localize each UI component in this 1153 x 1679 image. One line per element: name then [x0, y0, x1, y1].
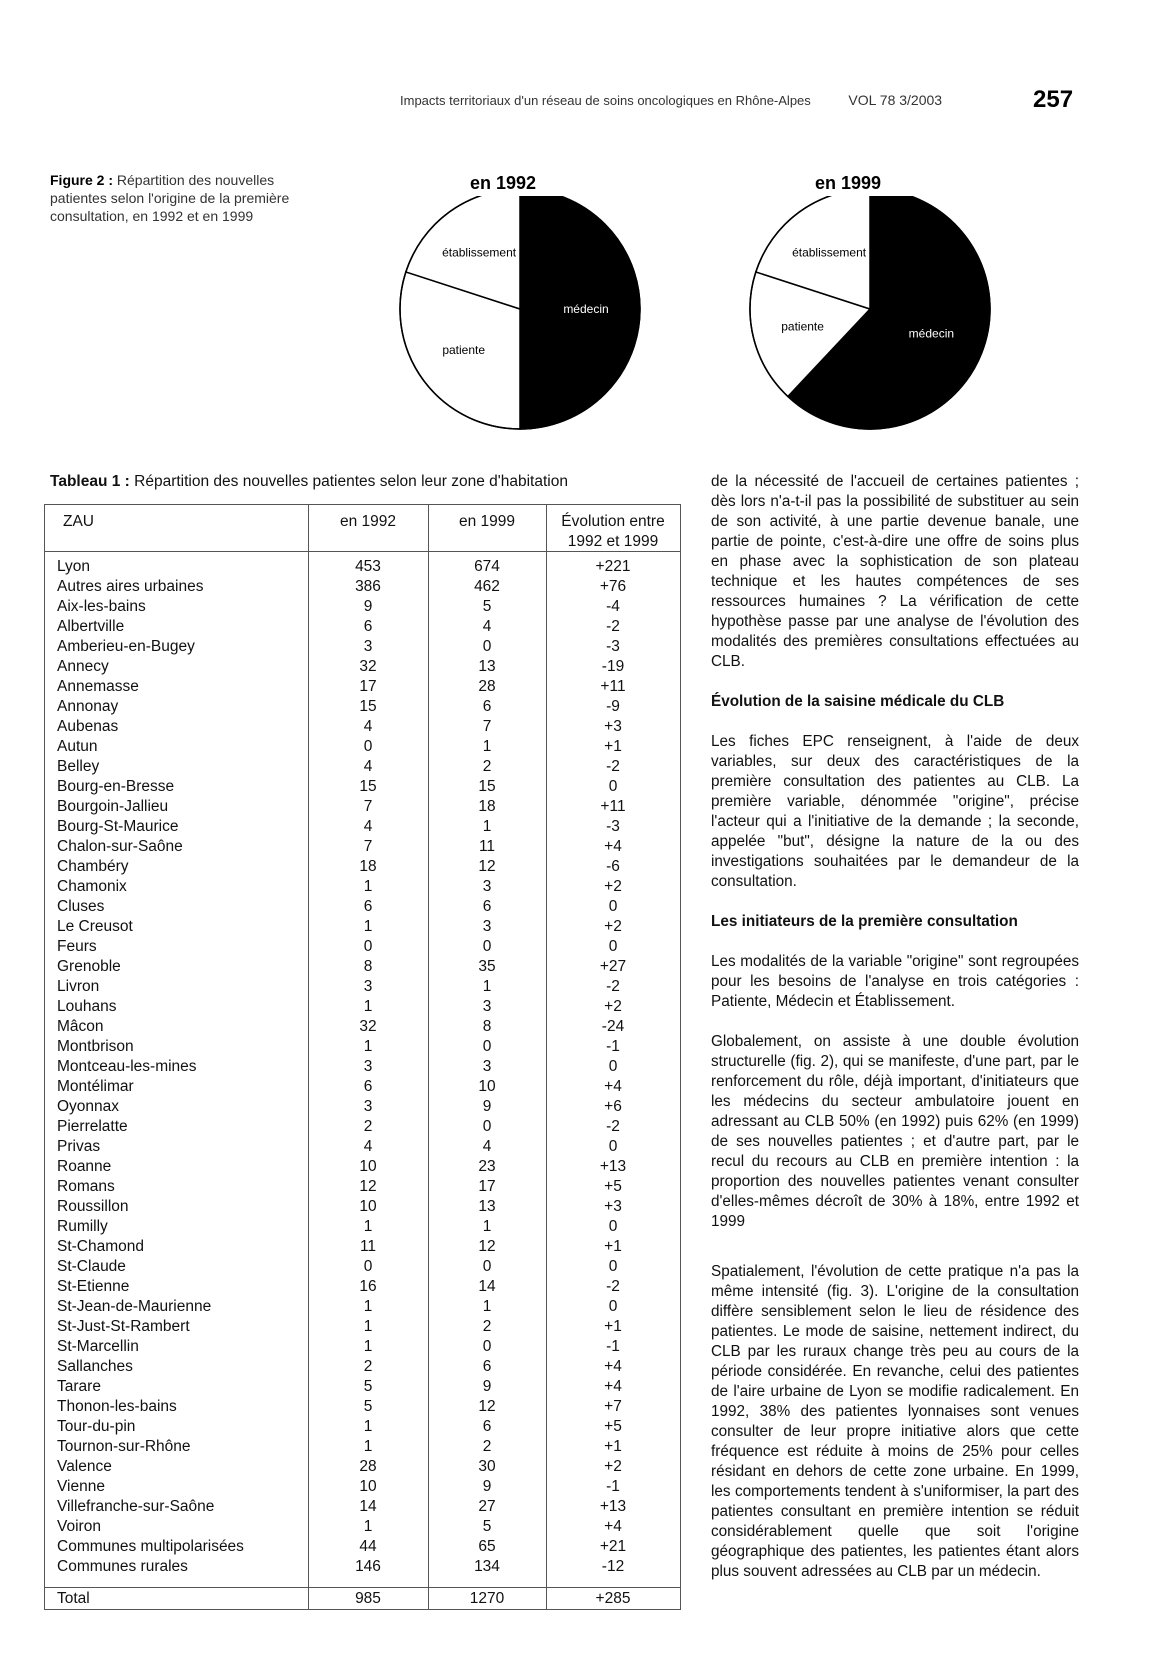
cell-zau: Sallanches	[57, 1358, 133, 1375]
cell-1992: 32	[359, 658, 377, 675]
section-heading: Les initiateurs de la première consultation	[711, 913, 1018, 930]
table-row	[45, 1357, 680, 1377]
table-row	[45, 557, 680, 577]
cell-zau: Montélimar	[57, 1078, 134, 1095]
table-row	[45, 597, 680, 617]
pie-slice-label: patiente	[442, 342, 486, 357]
figure-caption	[50, 171, 295, 225]
section-heading: Évolution de la saisine médicale du CLB	[711, 693, 1005, 710]
cell-1992: 3	[363, 1058, 373, 1075]
total-label: Total	[57, 1590, 90, 1607]
cell-1992: 1	[363, 998, 373, 1015]
cell-evolution: +5	[604, 1418, 622, 1435]
cell-1992: 4	[363, 818, 373, 835]
table-row	[45, 857, 680, 877]
cell-zau: Feurs	[57, 938, 97, 955]
table-row	[45, 737, 680, 757]
cell-1992: 0	[363, 938, 373, 955]
cell-zau: Communes rurales	[57, 1558, 188, 1575]
cell-evolution: 0	[608, 1298, 618, 1315]
cell-1992: 1	[363, 1518, 373, 1535]
cell-evolution: -6	[606, 858, 620, 875]
cell-1992: 1	[363, 1418, 373, 1435]
cell-1999: 0	[482, 1038, 492, 1055]
cell-evolution: +1	[604, 1318, 622, 1335]
table-row	[45, 1197, 680, 1217]
cell-1999: 1	[482, 1298, 492, 1315]
cell-1992: 6	[363, 618, 373, 635]
cell-1992: 16	[359, 1278, 377, 1295]
cell-zau: Albertville	[57, 618, 125, 635]
cell-evolution: -12	[601, 1558, 625, 1575]
cell-evolution: 0	[608, 898, 618, 915]
cell-zau: Communes multipolarisées	[57, 1538, 244, 1555]
cell-zau: Grenoble	[57, 958, 121, 975]
cell-evolution: -1	[606, 1038, 620, 1055]
cell-1992: 28	[359, 1458, 377, 1475]
cell-zau: Oyonnax	[57, 1098, 120, 1115]
cell-evolution: +11	[600, 678, 626, 695]
cell-zau: Autun	[57, 738, 98, 755]
cell-1992: 2	[363, 1358, 373, 1375]
cell-zau: Valence	[57, 1458, 112, 1475]
cell-1992: 1	[363, 878, 373, 895]
cell-1999: 6	[482, 698, 492, 715]
cell-1992: 4	[363, 1138, 373, 1155]
cell-zau: Bourgoin-Jallieu	[57, 798, 169, 815]
page-number: 257	[1033, 86, 1074, 113]
table-row	[45, 1297, 680, 1317]
cell-zau: Privas	[57, 1138, 101, 1155]
cell-evolution: -2	[606, 1118, 620, 1135]
pie-chart-1992	[395, 196, 695, 466]
cell-1999: 462	[474, 578, 500, 595]
cell-1999: 5	[482, 598, 492, 615]
pie-slice-label: médecin	[908, 326, 955, 341]
cell-zau: Voiron	[57, 1518, 101, 1535]
table-row	[45, 1337, 680, 1357]
cell-1999: 9	[482, 1098, 492, 1115]
cell-1992: 1	[363, 1438, 373, 1455]
table-row	[45, 1017, 680, 1037]
cell-zau: St-Chamond	[57, 1238, 145, 1255]
cell-1999: 18	[478, 798, 496, 815]
cell-1999: 4	[482, 618, 492, 635]
pie-slice-label: patiente	[781, 319, 824, 334]
cell-evolution: +4	[604, 838, 622, 855]
cell-1992: 15	[359, 778, 377, 795]
cell-1992: 3	[363, 638, 373, 655]
paragraph: Spatialement, l'évolution de cette pratique n'a pas la même intensité (fig. 3). L'origine de la consultation diffère sensiblement selon le lieu de résidence des patientes. Le mode de saisine, nettement indirect, du CLB par les ruraux change très peu au cours de la période considérée. En revanche, celui des patientes de l'aire urbaine de Lyon se modifie radicalement. En 1992, 38% des patientes lyonnaises sont venues consulter de leur propre initiative alors que cette fréquence est réduite à moins de 25% pour celles résidant en dehors de cette zone urbaine. En 1999, les comportements tendent à s'uniformiser, la part des patientes consultant en première intention se réduit considérablement quelle que soit l'origine géographique des patientes, les patientes étant alors plus souvent adressées au CLB par un médecin.	[711, 1263, 1079, 1580]
cell-zau: Rumilly	[57, 1218, 108, 1235]
cell-1992: 2	[363, 1118, 373, 1135]
table-row	[45, 1217, 680, 1237]
cell-1992: 9	[363, 598, 373, 615]
table-row	[45, 1477, 680, 1497]
cell-1992: 386	[355, 578, 381, 595]
table-row	[45, 1517, 680, 1537]
table-row	[45, 897, 680, 917]
cell-evolution: +2	[604, 1458, 622, 1475]
cell-1999: 3	[482, 1058, 492, 1075]
cell-1999: 0	[482, 1258, 492, 1275]
header-evolution-line1: Évolution entre	[561, 513, 665, 530]
table-label: Tableau 1 :	[50, 473, 130, 490]
cell-zau: Autres aires urbaines	[57, 578, 204, 595]
header-evolution-line2: 1992 et 1999	[567, 533, 659, 550]
cell-1999: 0	[482, 1118, 492, 1135]
cell-1999: 6	[482, 898, 492, 915]
table-caption	[50, 473, 568, 491]
cell-evolution: +5	[604, 1178, 622, 1195]
total-1999: 1270	[469, 1590, 505, 1607]
cell-evolution: +13	[599, 1158, 627, 1175]
running-title: Impacts territoriaux d'un réseau de soins oncologiques en Rhône-Alpes	[400, 93, 811, 108]
table-row	[45, 1097, 680, 1117]
cell-1999: 674	[474, 558, 500, 575]
cell-1999: 9	[482, 1478, 492, 1495]
cell-evolution: -9	[606, 698, 620, 715]
cell-1992: 15	[359, 698, 377, 715]
cell-1999: 0	[482, 638, 492, 655]
cell-1999: 1	[482, 818, 492, 835]
cell-1999: 9	[482, 1378, 492, 1395]
cell-zau: Thonon-les-bains	[57, 1398, 177, 1415]
table-row	[45, 797, 680, 817]
cell-1999: 0	[482, 938, 492, 955]
cell-zau: Amberieu-en-Bugey	[57, 638, 195, 655]
cell-1999: 134	[474, 1558, 500, 1575]
cell-1999: 12	[478, 858, 496, 875]
cell-1999: 8	[482, 1018, 492, 1035]
table-row	[45, 1057, 680, 1077]
cell-1992: 44	[359, 1538, 377, 1555]
cell-1992: 32	[359, 1018, 377, 1035]
table-row	[45, 977, 680, 997]
cell-1992: 0	[363, 1258, 373, 1275]
cell-evolution: -1	[606, 1478, 620, 1495]
table-body	[45, 557, 680, 1577]
table-row	[45, 677, 680, 697]
cell-zau: St-Jean-de-Maurienne	[57, 1298, 212, 1315]
cell-evolution: 0	[608, 778, 618, 795]
cell-1992: 12	[359, 1178, 377, 1195]
body-text-column	[711, 472, 1079, 1602]
total-evolution: +285	[595, 1590, 631, 1607]
table-row	[45, 1117, 680, 1137]
cell-1992: 1	[363, 1298, 373, 1315]
table-row	[45, 877, 680, 897]
cell-1992: 1	[363, 1338, 373, 1355]
cell-1999: 1	[482, 978, 492, 995]
cell-1992: 1	[363, 918, 373, 935]
cell-1992: 7	[363, 838, 373, 855]
cell-1992: 1	[363, 1218, 373, 1235]
cell-evolution: +2	[604, 998, 622, 1015]
table-row	[45, 1037, 680, 1057]
table-row	[45, 1537, 680, 1557]
cell-1992: 3	[363, 978, 373, 995]
cell-zau: Aubenas	[57, 718, 119, 735]
cell-1992: 0	[363, 738, 373, 755]
cell-1992: 5	[363, 1398, 373, 1415]
cell-evolution: -1	[606, 1338, 620, 1355]
table-row	[45, 1497, 680, 1517]
cell-evolution: +4	[604, 1078, 622, 1095]
table-row	[45, 1317, 680, 1337]
cell-1999: 10	[478, 1078, 496, 1095]
cell-1999: 12	[478, 1238, 496, 1255]
header-zau: ZAU	[63, 513, 94, 530]
table-row	[45, 717, 680, 737]
cell-1992: 14	[359, 1498, 377, 1515]
cell-1992: 10	[359, 1478, 377, 1495]
figure-label: Figure 2 :	[50, 172, 114, 188]
cell-evolution: +7	[604, 1398, 622, 1415]
total-1992: 985	[355, 1590, 381, 1607]
table-row	[45, 1457, 680, 1477]
cell-zau: Bourg-St-Maurice	[57, 818, 179, 835]
cell-evolution: +221	[595, 558, 631, 575]
cell-1999: 2	[482, 1438, 492, 1455]
cell-zau: Belley	[57, 758, 100, 775]
cell-1992: 453	[355, 558, 381, 575]
cell-evolution: +21	[599, 1538, 627, 1555]
cell-evolution: +2	[604, 878, 622, 895]
cell-1999: 7	[482, 718, 492, 735]
cell-zau: Tournon-sur-Rhône	[57, 1438, 191, 1455]
cell-1992: 4	[363, 758, 373, 775]
cell-evolution: +1	[604, 738, 622, 755]
cell-1992: 1	[363, 1318, 373, 1335]
table-row	[45, 837, 680, 857]
pie-slice-label: établissement	[442, 245, 517, 260]
cell-evolution: -19	[601, 658, 625, 675]
cell-zau: Montceau-les-mines	[57, 1058, 197, 1075]
header-1992: en 1992	[339, 513, 397, 530]
table-row	[45, 1417, 680, 1437]
cell-1999: 1	[482, 1218, 492, 1235]
cell-evolution: +2	[604, 918, 622, 935]
cell-evolution: +1	[604, 1438, 622, 1455]
table-row	[45, 657, 680, 677]
cell-zau: Mâcon	[57, 1018, 104, 1035]
cell-evolution: +11	[600, 798, 626, 815]
cell-1999: 5	[482, 1518, 492, 1535]
paragraph: Les fiches EPC renseignent, à l'aide de deux variables, sur deux des caractéristiques de la première consultation des patientes au CLB. La première variable, dénommée "origine", précise l'acteur qui a l'initiative de la demande ; la seconde, appelée "but", désigne la nature de la ou des investigations souhaitées par le demandeur de la consultation.	[711, 733, 1079, 890]
cell-1992: 10	[359, 1198, 377, 1215]
table-row	[45, 777, 680, 797]
cell-evolution: -2	[606, 758, 620, 775]
cell-1992: 6	[363, 1078, 373, 1095]
table-row	[45, 997, 680, 1017]
cell-zau: Cluses	[57, 898, 105, 915]
cell-zau: St-Claude	[57, 1258, 126, 1275]
cell-1999: 1	[482, 738, 492, 755]
cell-evolution: +4	[604, 1358, 622, 1375]
cell-zau: Aix-les-bains	[57, 598, 146, 615]
table-row	[45, 817, 680, 837]
cell-1999: 15	[478, 778, 496, 795]
table-row	[45, 1277, 680, 1297]
zau-table	[44, 504, 681, 1610]
table-row	[45, 617, 680, 637]
cell-evolution: +6	[604, 1098, 622, 1115]
cell-1999: 3	[482, 918, 492, 935]
cell-evolution: +4	[604, 1518, 622, 1535]
cell-1999: 6	[482, 1418, 492, 1435]
cell-zau: Lyon	[57, 558, 91, 575]
table-row	[45, 957, 680, 977]
cell-zau: Tarare	[57, 1378, 101, 1395]
table-row	[45, 697, 680, 717]
table-row	[45, 1157, 680, 1177]
cell-zau: Roussillon	[57, 1198, 129, 1215]
table-row	[45, 1077, 680, 1097]
cell-evolution: -2	[606, 1278, 620, 1295]
pie-slice-label: établissement	[792, 245, 867, 260]
cell-1992: 6	[363, 898, 373, 915]
cell-1992: 146	[355, 1558, 381, 1575]
cell-1992: 1	[363, 1038, 373, 1055]
cell-evolution: -2	[606, 618, 620, 635]
cell-1999: 2	[482, 1318, 492, 1335]
volume-label: VOL 78 3/2003	[848, 92, 943, 108]
cell-1999: 13	[478, 658, 496, 675]
table-row	[45, 1397, 680, 1417]
table-row	[45, 1377, 680, 1397]
cell-1999: 3	[482, 878, 492, 895]
cell-1992: 7	[363, 798, 373, 815]
cell-evolution: 0	[608, 1138, 618, 1155]
table-row	[45, 1177, 680, 1197]
cell-zau: Chamonix	[57, 878, 127, 895]
cell-evolution: +3	[604, 1198, 622, 1215]
cell-evolution: +76	[599, 578, 627, 595]
cell-zau: Villefranche-sur-Saône	[57, 1498, 215, 1515]
figure-caption-text: Répartition des nouvelles patientes selon l'origine de la première consultation, en 1992 et en 1999	[50, 172, 290, 224]
cell-1999: 23	[478, 1158, 496, 1175]
pie-slice-label: médecin	[563, 302, 609, 316]
cell-zau: Annemasse	[57, 678, 139, 695]
paragraph: de la nécessité de l'accueil de certaines patientes ; dès lors n'a-t-il pas la possibilité de substituer au sein de son activité, à une partie devenue banale, une partie de pointe, c'est-à-dire une offre de soins plus en phase avec la sophistication de son plateau technique et les hautes compétences de ses ressources humaines ? La vérification de cette hypothèse passe par une analyse de l'évolution des modalités des premières consultations effectuées au CLB.	[711, 473, 1079, 670]
cell-1992: 17	[359, 678, 377, 695]
paragraph: Globalement, on assiste à une double évolution structurelle (fig. 2), qui se manifeste, d'une part, par le renforcement du rôle, déjà important, d'initiateurs que les médecins du secteur ambulatoire jouent en adressant au CLB 50% (en 1992) puis 62% (en 1999) de ses nouvelles patientes ; et d'autre part, par le recul du recours au CLB en première intention : la proportion des nouvelles patientes venant consulter d'elles-mêmes décroît de 30% à 18%, entre 1992 et 1999	[711, 1033, 1079, 1230]
pie-1992-title: en 1992	[470, 173, 537, 193]
cell-1999: 14	[478, 1278, 496, 1295]
table-row	[45, 1437, 680, 1457]
cell-evolution: 0	[608, 1218, 618, 1235]
cell-evolution: -2	[606, 978, 620, 995]
cell-zau: Livron	[57, 978, 100, 995]
table-total-row	[45, 1589, 680, 1609]
cell-1999: 35	[478, 958, 496, 975]
table-row	[45, 1137, 680, 1157]
cell-evolution: +3	[604, 718, 622, 735]
cell-evolution: -3	[606, 638, 620, 655]
paragraph: Les modalités de la variable "origine" sont regroupées pour les besoins de l'analyse en trois catégories : Patiente, Médecin et Établissement.	[711, 953, 1079, 1010]
table-caption-text: Répartition des nouvelles patientes selon leur zone d'habitation	[134, 473, 568, 490]
cell-zau: Chambéry	[57, 858, 129, 875]
cell-evolution: -3	[606, 818, 620, 835]
table-row	[45, 1257, 680, 1277]
cell-zau: Romans	[57, 1178, 115, 1195]
cell-evolution: -24	[601, 1018, 625, 1035]
cell-1999: 6	[482, 1358, 492, 1375]
cell-zau: St-Just-St-Rambert	[57, 1318, 190, 1335]
cell-1992: 8	[363, 958, 373, 975]
table-row	[45, 757, 680, 777]
cell-1999: 17	[478, 1178, 496, 1195]
pie-chart-1999	[745, 196, 1045, 466]
cell-zau: Annecy	[57, 658, 109, 675]
cell-1999: 65	[478, 1538, 496, 1555]
cell-zau: Bourg-en-Bresse	[57, 778, 175, 795]
cell-evolution: -4	[606, 598, 620, 615]
cell-1999: 2	[482, 758, 492, 775]
cell-evolution: +4	[604, 1378, 622, 1395]
pie-1999-title: en 1999	[815, 173, 882, 193]
cell-1999: 12	[478, 1398, 496, 1415]
cell-evolution: 0	[608, 1058, 618, 1075]
cell-1992: 10	[359, 1158, 377, 1175]
table-row	[45, 1237, 680, 1257]
table-row	[45, 937, 680, 957]
cell-1999: 3	[482, 998, 492, 1015]
header-1999: en 1999	[458, 513, 516, 530]
cell-zau: Montbrison	[57, 1038, 134, 1055]
cell-1999: 0	[482, 1338, 492, 1355]
cell-evolution: +1	[604, 1238, 622, 1255]
cell-evolution: 0	[608, 938, 618, 955]
cell-evolution: +27	[599, 958, 627, 975]
table-row	[45, 1557, 680, 1577]
cell-zau: St-Marcellin	[57, 1338, 139, 1355]
cell-1992: 4	[363, 718, 373, 735]
table-row	[45, 917, 680, 937]
cell-zau: Tour-du-pin	[57, 1418, 136, 1435]
cell-1992: 18	[359, 858, 377, 875]
cell-zau: Pierrelatte	[57, 1118, 128, 1135]
table-total-rule	[45, 1587, 680, 1588]
cell-zau: Annonay	[57, 698, 119, 715]
table-row	[45, 577, 680, 597]
cell-zau: Le Creusot	[57, 918, 133, 935]
cell-1992: 5	[363, 1378, 373, 1395]
cell-zau: Roanne	[57, 1158, 112, 1175]
cell-zau: Chalon-sur-Saône	[57, 838, 183, 855]
cell-1999: 11	[478, 838, 496, 855]
cell-1999: 30	[478, 1458, 496, 1475]
cell-1999: 4	[482, 1138, 492, 1155]
running-head	[400, 92, 942, 108]
cell-1999: 27	[478, 1498, 496, 1515]
cell-1999: 13	[478, 1198, 496, 1215]
cell-1992: 3	[363, 1098, 373, 1115]
cell-zau: Louhans	[57, 998, 117, 1015]
cell-1999: 28	[478, 678, 496, 695]
cell-zau: St-Etienne	[57, 1278, 130, 1295]
cell-1992: 11	[359, 1238, 377, 1255]
cell-evolution: 0	[608, 1258, 618, 1275]
cell-evolution: +13	[599, 1498, 627, 1515]
table-row	[45, 637, 680, 657]
cell-zau: Vienne	[57, 1478, 105, 1495]
